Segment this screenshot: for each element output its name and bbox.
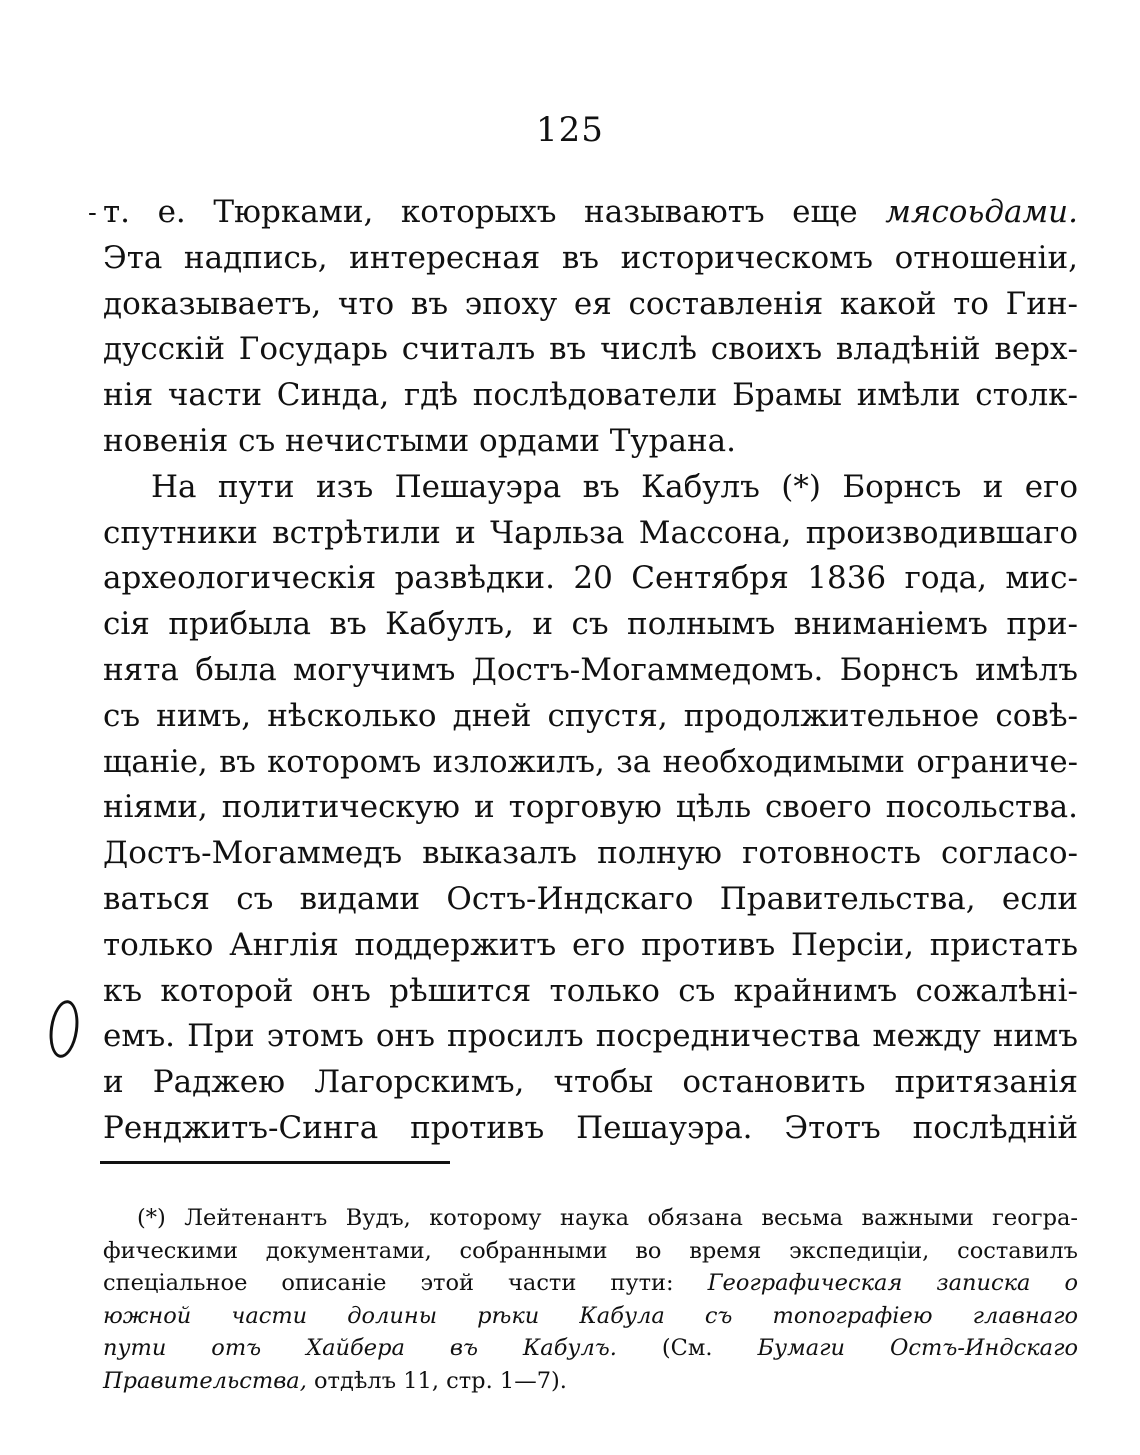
text-line: археологическія развѣдки. 20 Сентября 1836 года, мис- [103, 560, 1078, 597]
margin-dash: - [88, 198, 97, 228]
text-line: Достъ-Могаммедъ выказалъ полную готовность согласо- [103, 835, 1078, 872]
text-line: емъ. При этомъ онъ просилъ посредничества между нимъ [103, 1018, 1078, 1055]
italic-term: мясоьдами. [885, 194, 1078, 230]
footnote-line [103, 1300, 1078, 1333]
text-line: дусскій Государь считалъ въ числѣ своихъ владѣній верх- [103, 331, 1078, 368]
text-line: сія прибыла въ Кабулъ, и съ полнымъ вниманіемъ при- [103, 606, 1078, 643]
italic-title: южной части долины рѣки Кабула съ топографіею главнаго [103, 1302, 1078, 1329]
text-line: Эта надпись, интересная въ историческомъ отношеніи, [103, 239, 1078, 276]
italic-title: Географическая записка о [707, 1270, 1078, 1296]
italic-title: Бумаги Остъ-Индскаго [757, 1335, 1079, 1361]
body-text [103, 190, 1078, 1152]
text-span: спеціальное описаніе этой части пути: [103, 1270, 708, 1296]
text-line: нія части Синда, гдѣ послѣдователи Брамы имѣли столк- [103, 377, 1078, 414]
page-number: 125 [536, 110, 604, 150]
text-line: нята была могучимъ Достъ-Могаммедомъ. Борнсъ имѣлъ [103, 651, 1078, 688]
footnote-line [103, 1332, 1078, 1365]
text-line: съ нимъ, нѣсколько дней спустя, продолжительное совѣ- [103, 697, 1078, 734]
footnote [103, 1202, 1078, 1397]
text-line: доказываетъ, что въ эпоху ея составленія какой то Гин- [103, 285, 1078, 322]
text-line: На пути изъ Пешауэра въ Кабулъ (*) Борнсъ и его [151, 468, 1078, 505]
italic-title: пути отъ Хайбера въ Кабулъ. [103, 1335, 617, 1361]
text-line: и Раджею Лагорскимъ, чтобы остановить притязанія [103, 1064, 1078, 1101]
footnote-line [103, 1267, 1078, 1300]
text-line: новенія съ нечистыми ордами Турана. [103, 422, 736, 459]
text-line: ваться съ видами Остъ-Индскаго Правительства, если [103, 880, 1078, 917]
footnote-rule [100, 1161, 450, 1164]
italic-title: Правительства, [103, 1367, 307, 1394]
text-line: спутники встрѣтили и Чарльза Массона, производившаго [103, 514, 1078, 551]
footnote-line: фическими документами, собранными во время экспедиціи, составилъ [103, 1237, 1078, 1264]
text-line: только Англія поддержитъ его противъ Персіи, пристать [103, 926, 1078, 963]
text-line: Ренджитъ-Синга противъ Пешауэра. Этотъ послѣдній [103, 1109, 1078, 1146]
text-line: къ которой онъ рѣшится только съ крайнимъ сожалѣні- [103, 972, 1078, 1009]
text-span: т. е. Тюрками, которыхъ называютъ еще [103, 194, 886, 230]
text-line: щаніе, въ которомъ изложилъ, за необходимыми ограниче- [103, 744, 1078, 780]
footnote-line: (*) Лейтенантъ Вудъ, которому наука обязана весьма важными геогра- [137, 1205, 1078, 1231]
text-line: ніями, политическую и торговую цѣль своего посольства. [103, 789, 1078, 826]
text-line [103, 190, 1078, 236]
margin-pencil-mark [46, 998, 82, 1059]
footnote-line [103, 1365, 1078, 1398]
text-span: отдѣлъ 11, стр. 1—7). [306, 1367, 567, 1394]
text-span: (См. [616, 1335, 758, 1361]
